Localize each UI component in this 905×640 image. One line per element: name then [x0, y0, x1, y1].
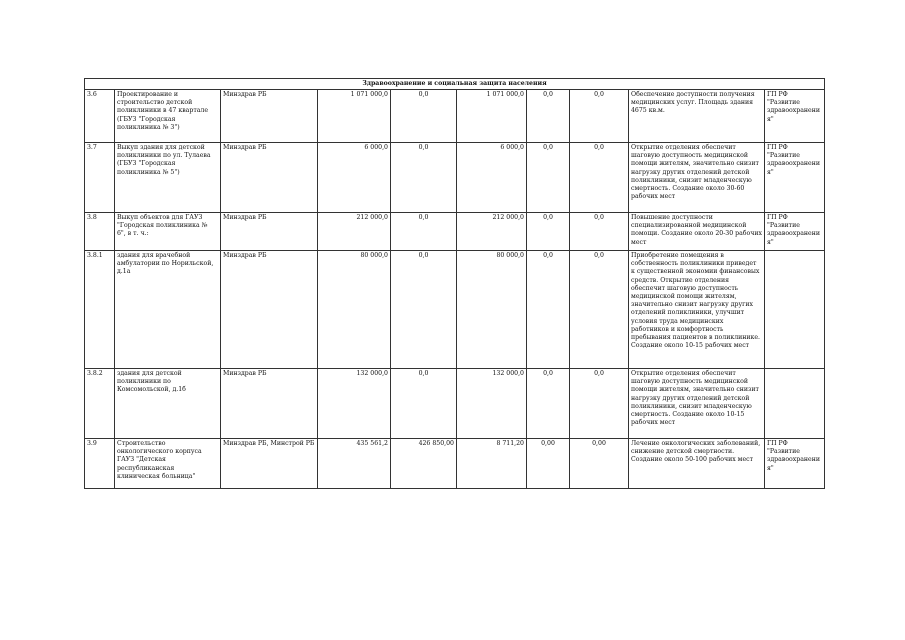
measure-name: Проектирование и строительство детской поликлиники в 47 квартале (ГБУЗ "Городская поликлиника № 3") [115, 90, 221, 143]
expected-effect: Обеспечение доступности получения медицинских услуг. Площадь здания 4675 кв.м. [629, 90, 765, 143]
total-amount: 435 561,2 [318, 439, 391, 489]
state-program: ГП РФ "Развитие здравоохранения" [765, 439, 825, 489]
state-program [765, 369, 825, 439]
regional-amount: 1 071 000,0 [457, 90, 527, 143]
regional-amount: 80 000,0 [457, 251, 527, 369]
federal-amount: 0,0 [391, 369, 457, 439]
other-amount: 0,0 [570, 251, 629, 369]
other-amount: 0,0 [570, 90, 629, 143]
row-number: 3.8 [85, 213, 115, 251]
federal-amount: 0,0 [391, 90, 457, 143]
table-row [85, 143, 825, 213]
executor: Минздрав РБ [221, 213, 318, 251]
measure-name: Выкуп здания для детской поликлиники по ул. Тулаева (ГБУЗ "Городская поликлиника № 5") [115, 143, 221, 213]
measure-name: Строительство онкологического корпуса ГАУЗ "Детская республиканская клиническая больница" [115, 439, 221, 489]
federal-amount: 0,0 [391, 143, 457, 213]
executor: Минздрав РБ [221, 143, 318, 213]
program-table [84, 78, 825, 489]
row-number: 3.9 [85, 439, 115, 489]
expected-effect: Открытие отделения обеспечит шаговую доступность медицинской помощи жителям, значительно снизит нагрузку других отделений детской поликлиники, снизит младенческую смертность. Создание около 10-15 рабочих мест [629, 369, 765, 439]
regional-amount: 6 000,0 [457, 143, 527, 213]
local-amount: 0,0 [527, 213, 570, 251]
total-amount: 6 000,0 [318, 143, 391, 213]
measure-name: здания для детской поликлиники по Комсомольской, д.1б [115, 369, 221, 439]
expected-effect: Лечение онкологических заболеваний, снижение детской смертности. Создание около 50-100 рабочих мест [629, 439, 765, 489]
federal-amount: 0,0 [391, 251, 457, 369]
row-number: 3.6 [85, 90, 115, 143]
measure-name: Выкуп объектов для ГАУЗ "Городская поликлиника № 6", в т. ч.: [115, 213, 221, 251]
other-amount: 0,00 [570, 439, 629, 489]
local-amount: 0,00 [527, 439, 570, 489]
row-number: 3.8.1 [85, 251, 115, 369]
expected-effect: Открытие отделения обеспечит шаговую доступность медицинской помощи жителям, значительно снизит нагрузку других отделений детской поликлиники, снизит младенческую смертность. Создание около 30-60 рабочих мест [629, 143, 765, 213]
table-row [85, 213, 825, 251]
executor: Минздрав РБ [221, 90, 318, 143]
state-program: ГП РФ "Развитие здравоохранения" [765, 90, 825, 143]
other-amount: 0,0 [570, 213, 629, 251]
local-amount: 0,0 [527, 90, 570, 143]
state-program: ГП РФ "Развитие здравоохранения" [765, 213, 825, 251]
other-amount: 0,0 [570, 143, 629, 213]
table-row [85, 369, 825, 439]
regional-amount: 132 000,0 [457, 369, 527, 439]
local-amount: 0,0 [527, 143, 570, 213]
local-amount: 0,0 [527, 369, 570, 439]
section-title: Здравоохранение и социальная защита населения [85, 79, 825, 90]
executor: Минздрав РБ [221, 251, 318, 369]
other-amount: 0,0 [570, 369, 629, 439]
expected-effect: Повышение доступности специализированной медицинской помощи. Создание около 20-30 рабочих мест [629, 213, 765, 251]
federal-amount: 0,0 [391, 213, 457, 251]
federal-amount: 426 850,00 [391, 439, 457, 489]
local-amount: 0,0 [527, 251, 570, 369]
regional-amount: 212 000,0 [457, 213, 527, 251]
measure-name: здания для врачебной амбулатории по Норильской, д.1а [115, 251, 221, 369]
state-program: ГП РФ "Развитие здравоохранения" [765, 143, 825, 213]
table-row [85, 251, 825, 369]
table-row [85, 90, 825, 143]
section-header-row [85, 79, 825, 90]
executor: Минздрав РБ [221, 369, 318, 439]
total-amount: 132 000,0 [318, 369, 391, 439]
state-program [765, 251, 825, 369]
row-number: 3.7 [85, 143, 115, 213]
total-amount: 80 000,0 [318, 251, 391, 369]
table-row [85, 439, 825, 489]
row-number: 3.8.2 [85, 369, 115, 439]
regional-amount: 8 711,20 [457, 439, 527, 489]
executor: Минздрав РБ, Минстрой РБ [221, 439, 318, 489]
total-amount: 1 071 000,0 [318, 90, 391, 143]
expected-effect: Приобретение помещения в собственность поликлиники приведет к существенной экономии финансовых средств. Открытие отделения обеспечит шаговую доступность медицинской помощи жителям, значительно снизит нагрузку других отделений поликлиники, улучшит условия труда медицинских работников и комфортность пребывания пациентов в поликлинике. Создание около 10-15 рабочих мест [629, 251, 765, 369]
total-amount: 212 000,0 [318, 213, 391, 251]
